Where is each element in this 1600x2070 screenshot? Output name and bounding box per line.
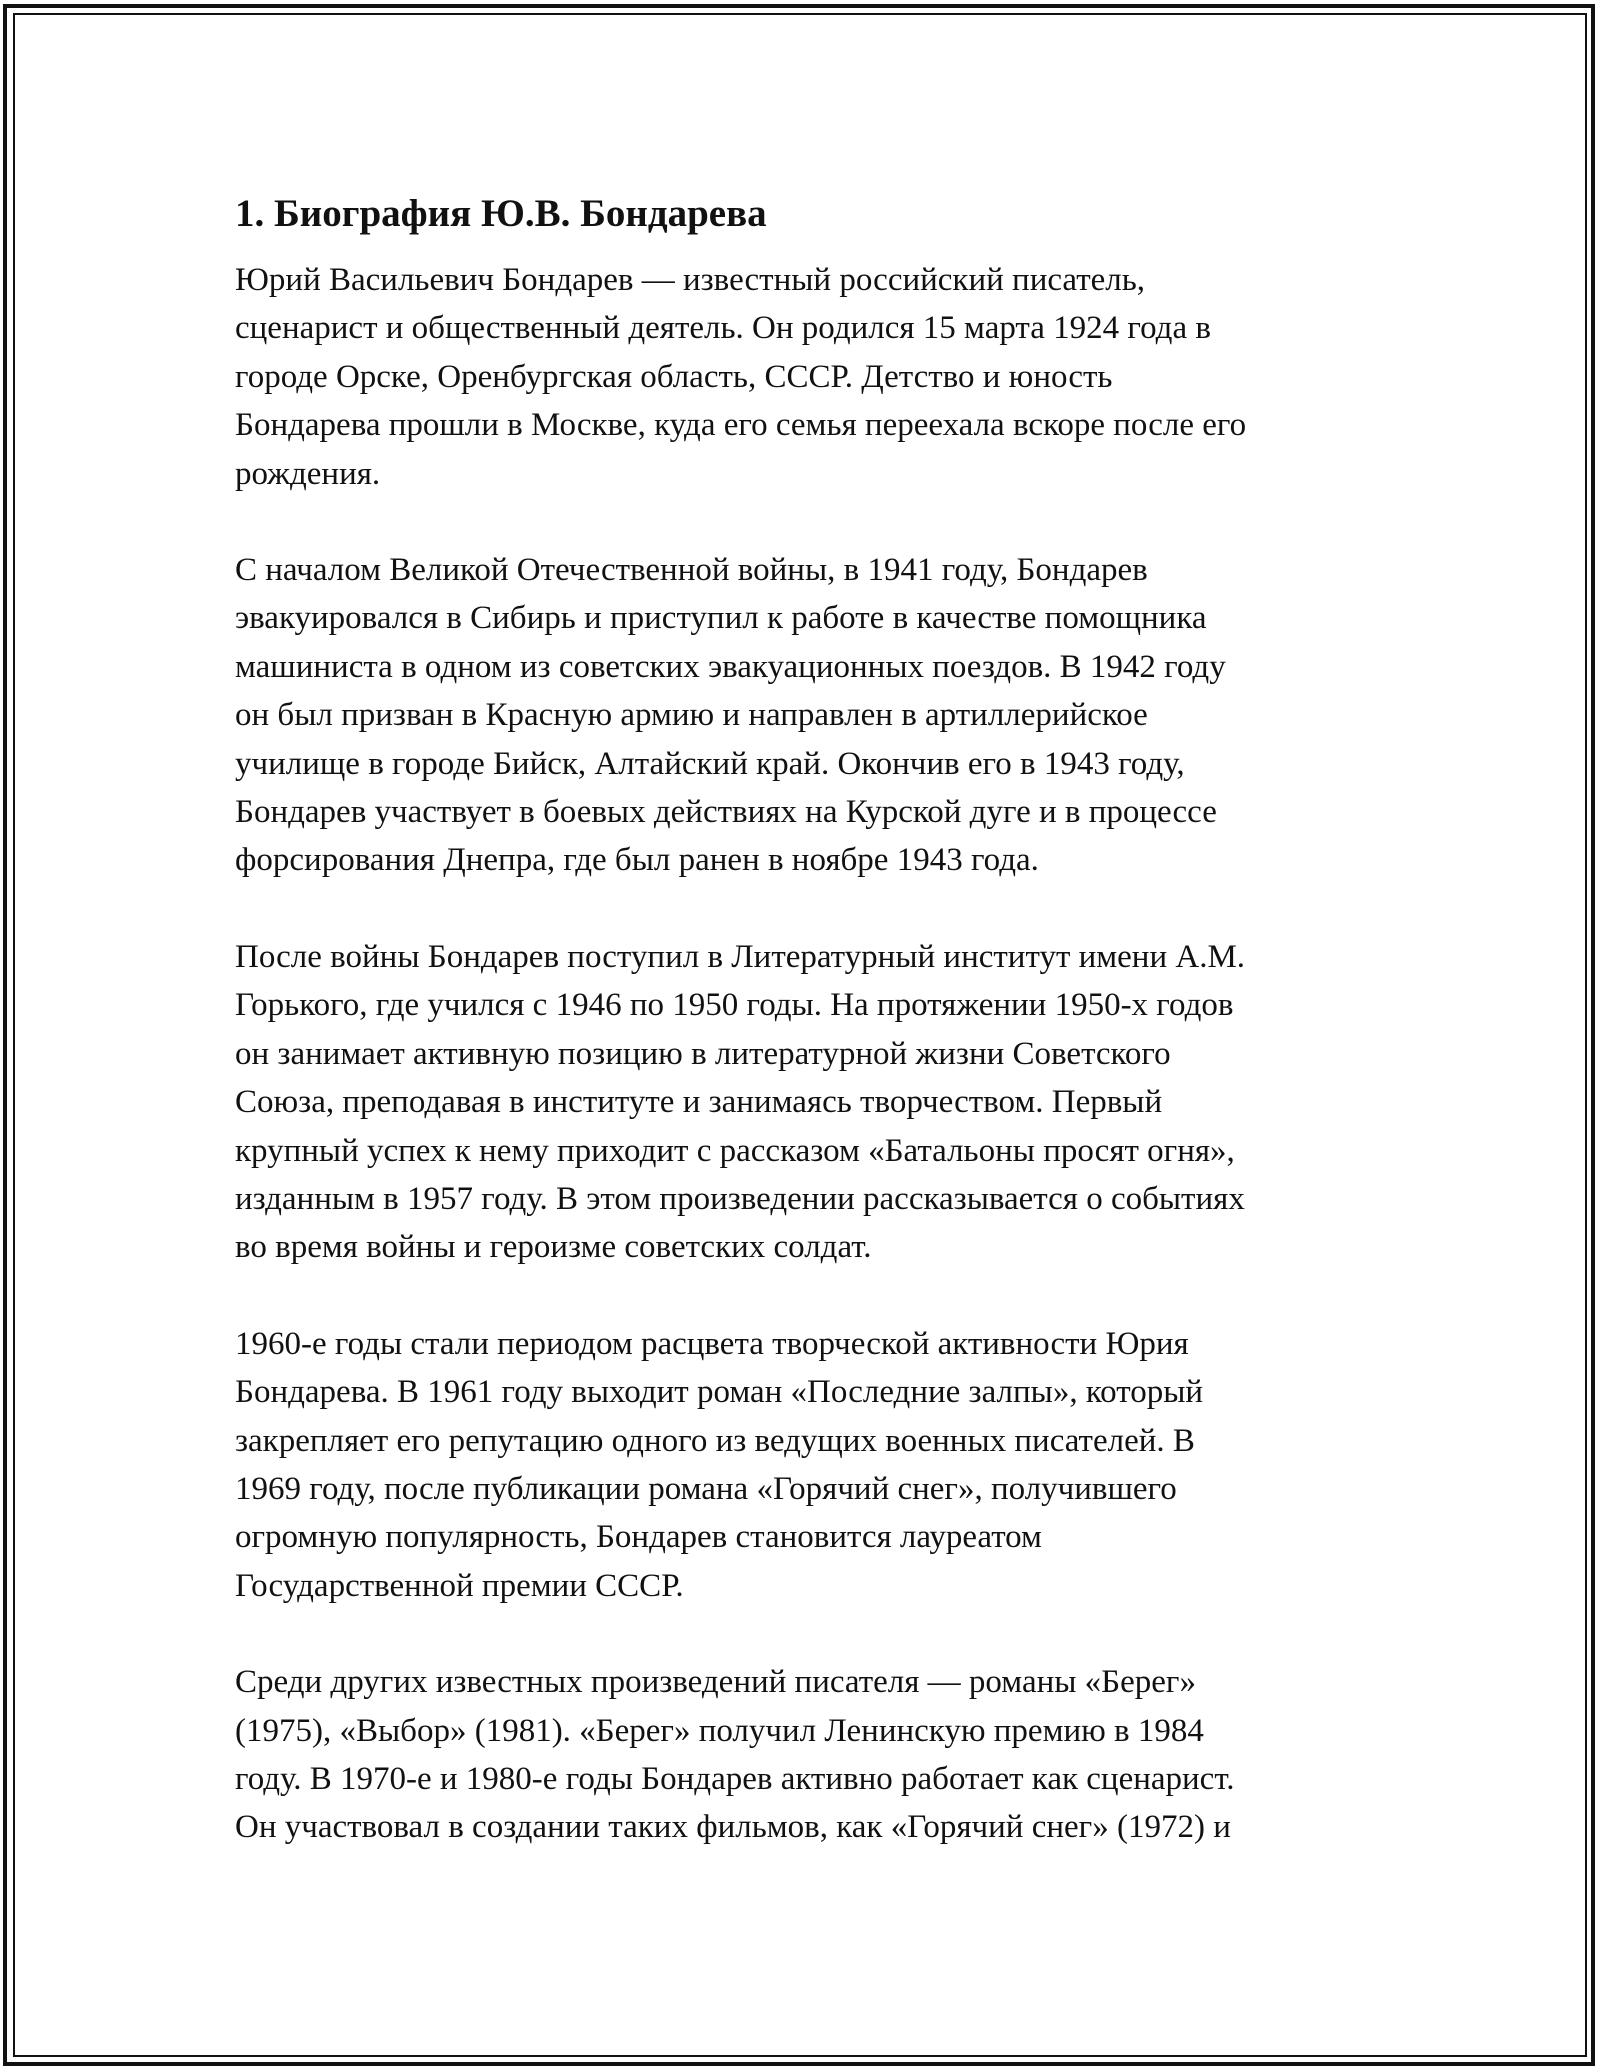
paragraph-war-years: С началом Великой Отечественной войны, в 1941 году, Бондарев эвакуировался в Сибирь и приступил к работе в качестве помощника машиниста в одном из советских эвакуационных поездов. В 1942 году он был призван в Красную армию и направлен в артиллерийское училище в городе Бийск, Алтайский край. Окончив его в 1943 году, Бондарев участвует в боевых действиях на Курской дуге и в процессе форсирования Днепра, где был ранен в ноябре 1943 года. [235, 552, 1226, 879]
document-body [235, 188, 1385, 1900]
paragraph-early-life: Юрий Васильевич Бондарев — известный российский писатель, сценарист и общественный деятель. Он родился 15 марта 1924 года в городе Орске, Оренбургская область, СССР. Детство и юность Бондарева прошли в Москве, куда его семья переехала вскоре после его рождения. [235, 262, 1247, 492]
paragraph-1960s: 1960-е годы стали периодом расцвета творческой активности Юрия Бондарева. В 1961 году выходит роман «Последние залпы», который закрепляет его репутацию одного из ведущих военных писателей. В 1969 году, после публикации романа «Горячий снег», получившего огромную популярность, Бондарев становится лауреатом Государственной премии СССР. [235, 1325, 1204, 1604]
section-heading: 1. Биография Ю.В. Бондарева [235, 192, 767, 235]
paragraph-other-works: Среди других известных произведений писателя — романы «Берег» (1975), «Выбор» (1981). «Берег» получил Ленинскую премию в 1984 году. В 1970-е и 1980-е годы Бондарев активно работает как сценарист. Он участвовал в создании таких фильмов, как «Горячий снег» (1972) и [235, 1664, 1235, 1846]
paragraph-postwar: После войны Бондарев поступил в Литературный институт имени А.М. Горького, где учился с 1946 по 1950 годы. На протяжении 1950-х годов он занимает активную позицию в литературной жизни Советского Союза, преподавая в институте и занимаясь творчеством. Первый крупный успех к нему приходит с рассказом «Батальоны просят огня», изданным в 1957 году. В этом произведении рассказывается о событиях во время войны и героизме советских солдат. [235, 938, 1246, 1266]
